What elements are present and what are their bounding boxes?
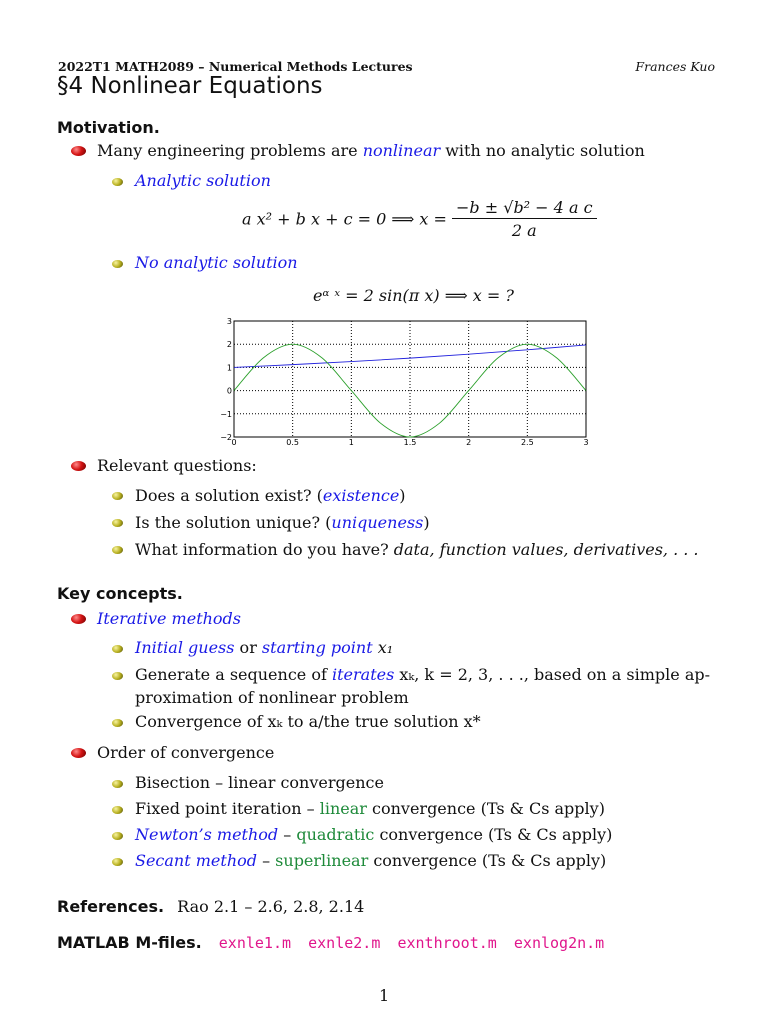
bullet-yellow-icon <box>112 719 123 727</box>
bullet-yellow-icon <box>112 519 123 527</box>
references-text: Rao 2.1 – 2.6, 2.8, 2.14 <box>177 897 365 916</box>
page-number: 1 <box>379 986 390 1005</box>
em-initial-guess: Initial guess <box>135 638 235 657</box>
convergence-item: Convergence of xₖ to a/the true solution x* <box>135 712 481 731</box>
references-label: References. <box>57 897 165 916</box>
em-secant: Secant method <box>135 851 257 870</box>
bullet-yellow-icon <box>112 260 123 268</box>
em-existence: existence <box>322 486 400 505</box>
quadratic-fraction <box>452 198 597 240</box>
secant-item <box>135 851 606 870</box>
green-superlinear: superlinear <box>275 851 369 870</box>
mfile-link[interactable]: exnlog2n.m <box>513 934 605 952</box>
em-uniqueness: uniqueness <box>331 513 424 532</box>
bullet-yellow-icon <box>112 492 123 500</box>
plot-ticks <box>220 317 588 447</box>
text: Generate a sequence of <box>135 665 332 684</box>
initial-guess-item <box>135 638 393 657</box>
fraction-numerator: −b ± √b² − 4 a c <box>452 198 597 219</box>
bisection-item: Bisection – linear convergence <box>135 773 384 792</box>
plot-grid <box>234 321 586 437</box>
text: convergence (Ts & Cs apply) <box>366 799 605 818</box>
mfile-link[interactable]: exnle1.m <box>218 934 292 952</box>
author-name: Frances Kuo <box>635 59 715 74</box>
relevant-questions: Relevant questions: <box>97 456 257 475</box>
text: ) <box>423 513 430 532</box>
text: ) <box>399 486 406 505</box>
mfiles-label: MATLAB M-files. <box>57 933 202 952</box>
fixed-point-item <box>135 799 605 818</box>
bullet-yellow-icon <box>112 672 123 680</box>
mfiles <box>57 933 604 952</box>
em-starting-point: starting point <box>261 638 373 657</box>
text: xₖ, k = 2, 3, . . ., based on a simple ap- <box>394 665 711 684</box>
question-information <box>135 540 699 559</box>
mfile-link[interactable]: exnle2.m <box>308 934 381 952</box>
iterates-item-line2: proximation of nonlinear problem <box>135 688 409 707</box>
x-tick-label: 1 <box>348 438 354 447</box>
y-tick-label: 2 <box>226 340 232 350</box>
question-existence <box>135 486 406 505</box>
question-uniqueness <box>135 513 430 532</box>
y-tick-label: −1 <box>220 409 232 419</box>
text: Many engineering problems are <box>97 141 363 160</box>
text: Does a solution exist? ( <box>135 486 323 505</box>
motivation-heading: Motivation. <box>57 118 160 137</box>
text: Is the solution unique? ( <box>135 513 332 532</box>
y-tick-label: 3 <box>226 317 232 326</box>
function-plot <box>222 314 592 446</box>
em-nonlinear: nonlinear <box>362 141 441 160</box>
bullet-red-icon <box>71 461 86 471</box>
bullet-red-icon <box>71 146 86 156</box>
mfile-link[interactable]: exnthroot.m <box>397 934 497 952</box>
bullet-yellow-icon <box>112 546 123 554</box>
bullet-red-icon <box>71 614 86 624</box>
bullet-red-icon <box>71 748 86 758</box>
bullet-yellow-icon <box>112 178 123 186</box>
text: – <box>257 851 276 870</box>
newton-item <box>135 825 612 844</box>
no-analytic-label: No analytic solution <box>135 253 298 272</box>
y-tick-label: 1 <box>226 363 232 373</box>
text: x₁ <box>372 638 394 657</box>
x-tick-label: 2 <box>466 438 472 447</box>
eq-lhs: a x² + b x + c = 0 ⟹ x = <box>242 209 447 229</box>
bullet-yellow-icon <box>112 832 123 840</box>
bullet-yellow-icon <box>112 645 123 653</box>
analytic-equation <box>242 198 597 240</box>
key-concepts-heading: Key concepts. <box>57 584 183 603</box>
bullet-yellow-icon <box>112 780 123 788</box>
page-title: §4 Nonlinear Equations <box>57 73 323 99</box>
text: What information do you have? <box>135 540 394 559</box>
iterative-methods: Iterative methods <box>97 609 242 628</box>
bullet-yellow-icon <box>112 806 123 814</box>
fraction-denominator: 2 a <box>511 221 537 240</box>
iterates-item <box>135 665 710 684</box>
course-header: 2022T1 MATH2089 – Numerical Methods Lectures <box>58 59 413 74</box>
em-data: data, function values, derivatives, . . . <box>393 540 699 559</box>
x-tick-label: 3 <box>583 438 589 447</box>
green-quadratic: quadratic <box>296 825 375 844</box>
y-tick-label: 0 <box>226 386 232 396</box>
text: with no analytic solution <box>440 141 645 160</box>
text: – <box>278 825 297 844</box>
x-tick-label: 2.5 <box>520 438 534 447</box>
text: convergence (Ts & Cs apply) <box>368 851 607 870</box>
x-tick-label: 0 <box>231 438 237 447</box>
x-tick-label: 0.5 <box>286 438 300 447</box>
references <box>57 897 364 916</box>
text: convergence (Ts & Cs apply) <box>374 825 613 844</box>
bullet-yellow-icon <box>112 858 123 866</box>
text: Fixed point iteration – <box>135 799 320 818</box>
motivation-item <box>97 141 645 160</box>
em-iterates: iterates <box>331 665 395 684</box>
order-of-convergence: Order of convergence <box>97 743 275 762</box>
green-linear: linear <box>319 799 367 818</box>
analytic-label: Analytic solution <box>135 171 271 190</box>
text: or <box>234 638 262 657</box>
em-newton: Newton’s method <box>135 825 279 844</box>
no-analytic-equation: eᵅ ˣ = 2 sin(π x) ⟹ x = ? <box>313 286 514 305</box>
y-tick-label: −2 <box>220 433 232 442</box>
x-tick-label: 1.5 <box>403 438 417 447</box>
